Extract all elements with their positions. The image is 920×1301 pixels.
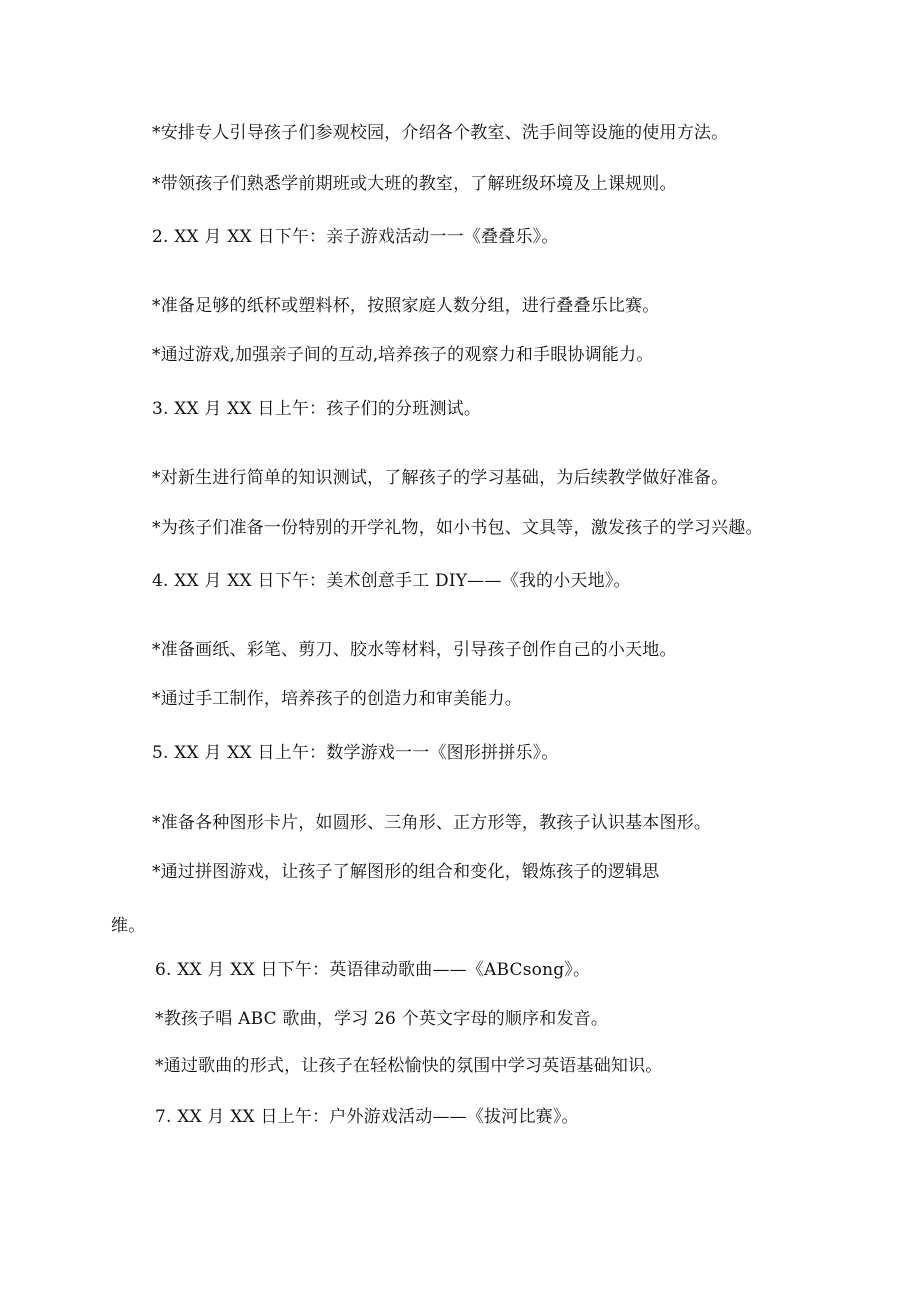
bullet-line: *为孩子们准备一份特别的开学礼物，如小书包、文具等，激发孩子的学习兴趣。	[152, 518, 763, 538]
bullet-line: *带领孩子们熟悉学前期班或大班的教室，了解班级环境及上课规则。	[152, 174, 677, 194]
bullet-line: *安排专人引导孩子们参观校园，介绍各个教室、洗手间等设施的使用方法。	[152, 123, 729, 143]
bullet-line: *对新生进行简单的知识测试，了解孩子的学习基础，为后续教学做好准备。	[152, 468, 729, 488]
bullet-line: *教孩子唱 ABC 歌曲，学习 26 个英文字母的顺序和发音。	[155, 1009, 609, 1029]
bullet-line: *通过游戏,加强亲子间的互动,培养孩子的观察力和手眼协调能力。	[152, 345, 654, 365]
bullet-line: *通过歌曲的形式，让孩子在轻松愉快的氛围中学习英语基础知识。	[155, 1056, 663, 1076]
numbered-heading: 3. XX 月 XX 日上午：孩子们的分班测试。	[152, 399, 482, 419]
numbered-heading: 7. XX 月 XX 日上午：户外游戏活动——《拔河比赛》。	[155, 1107, 579, 1127]
bullet-line: *通过手工制作，培养孩子的创造力和审美能力。	[152, 689, 522, 709]
bullet-line: *通过拼图游戏，让孩子了解图形的组合和变化，锻炼孩子的逻辑思	[152, 862, 660, 882]
continuation-line: 维。	[111, 916, 146, 936]
numbered-heading: 6. XX 月 XX 日下午：英语律动歌曲——《ABCsong》。	[155, 960, 591, 980]
numbered-heading: 5. XX 月 XX 日上午：数学游戏一一《图形拼拼乐》。	[152, 743, 559, 763]
numbered-heading: 4. XX 月 XX 日下午：美术创意手工 DIY——《我的小天地》。	[152, 571, 631, 591]
bullet-line: *准备各种图形卡片，如圆形、三角形、正方形等，教孩子认识基本图形。	[152, 813, 712, 833]
numbered-heading: 2. XX 月 XX 日下午：亲子游戏活动一一《叠叠乐》。	[152, 227, 559, 247]
bullet-line: *准备画纸、彩笔、剪刀、胶水等材料，引导孩子创作自己的小天地。	[152, 640, 677, 660]
bullet-line: *准备足够的纸杯或塑料杯，按照家庭人数分组，进行叠叠乐比赛。	[152, 296, 660, 316]
